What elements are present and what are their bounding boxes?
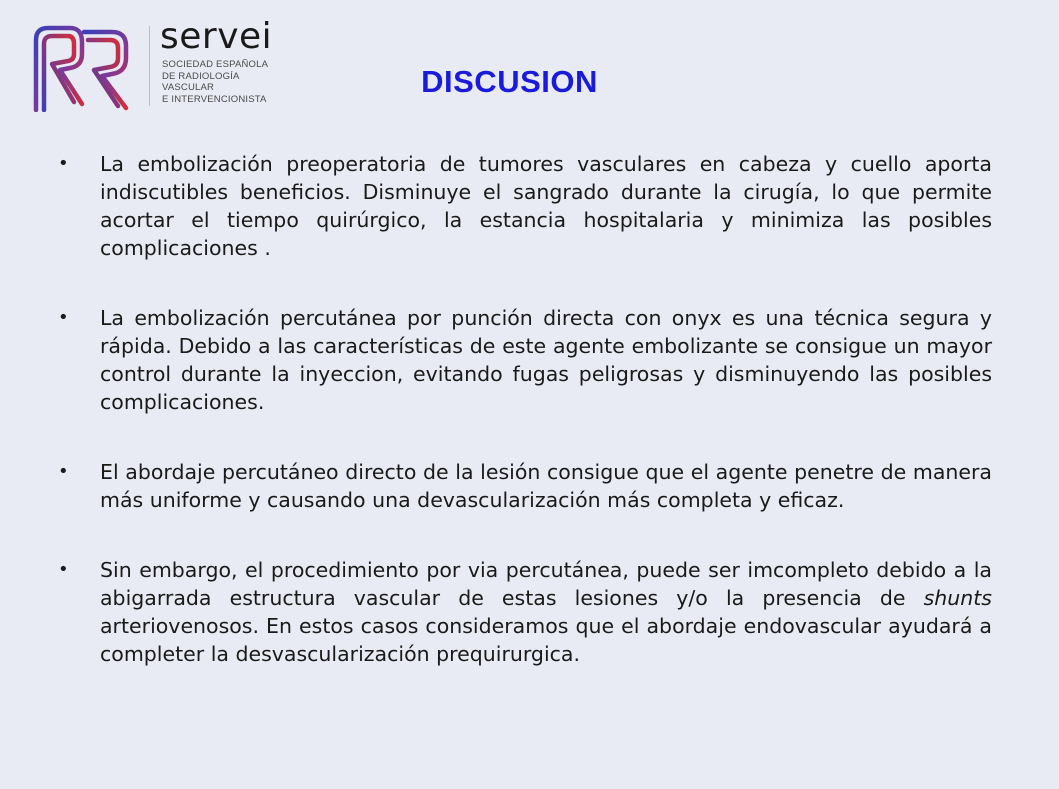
bullet-icon: •	[58, 461, 69, 482]
bullet-text: El abordaje percutáneo directo de la lesión consigue que el agente penetre de manera más uniforme y causando una devascularización más completa y eficaz.	[100, 460, 992, 512]
bullet-text	[100, 558, 992, 666]
bullet-text-italic: shunts	[923, 586, 992, 610]
logo-subtitle-line: SOCIEDAD ESPAÑOLA	[162, 59, 269, 70]
bullet-item	[58, 150, 992, 262]
logo-subtitle-line: DE RADIOLOGÍA	[162, 70, 240, 82]
bullet-item	[58, 556, 992, 668]
bullet-text-part: arteriovenosos. En estos casos consideramos que el abordaje endovascular ayudará a completer la desvascularización prequirurgica.	[100, 614, 992, 666]
bullet-item	[58, 304, 992, 416]
slide-title: DISCUSION	[421, 64, 598, 99]
bullet-list	[58, 150, 992, 710]
logo-subtitle-line: E INTERVENCIONISTA	[162, 93, 267, 105]
bullet-item	[58, 458, 992, 514]
logo-subtitle-line: VASCULAR	[162, 82, 215, 93]
bullet-text-part: Sin embargo, el procedimiento por via percutánea, puede ser imcompleto debido a la abigarrada estructura vascular de estas lesiones y/o la presencia de	[100, 558, 992, 610]
bullet-text: La embolización preoperatoria de tumores vasculares en cabeza y cuello aporta indiscutibles beneficios. Disminuye el sangrado durante la cirugía, lo que permite acortar el tiempo quirúrgico, la estancia hospitalaria y minimiza las posibles complicaciones .	[100, 152, 992, 260]
bullet-icon: •	[58, 559, 69, 580]
bullet-icon: •	[58, 153, 69, 174]
logo-name: servei	[160, 16, 273, 57]
bullet-icon: •	[58, 307, 69, 328]
bullet-text: La embolización percutánea por punción directa con onyx es una técnica segura y rápida. Debido a las características de este agente embolizante se consigue un mayor control durante la inyeccion, evitando fugas peligrosas y disminuyendo las posibles complicaciones.	[100, 306, 992, 414]
